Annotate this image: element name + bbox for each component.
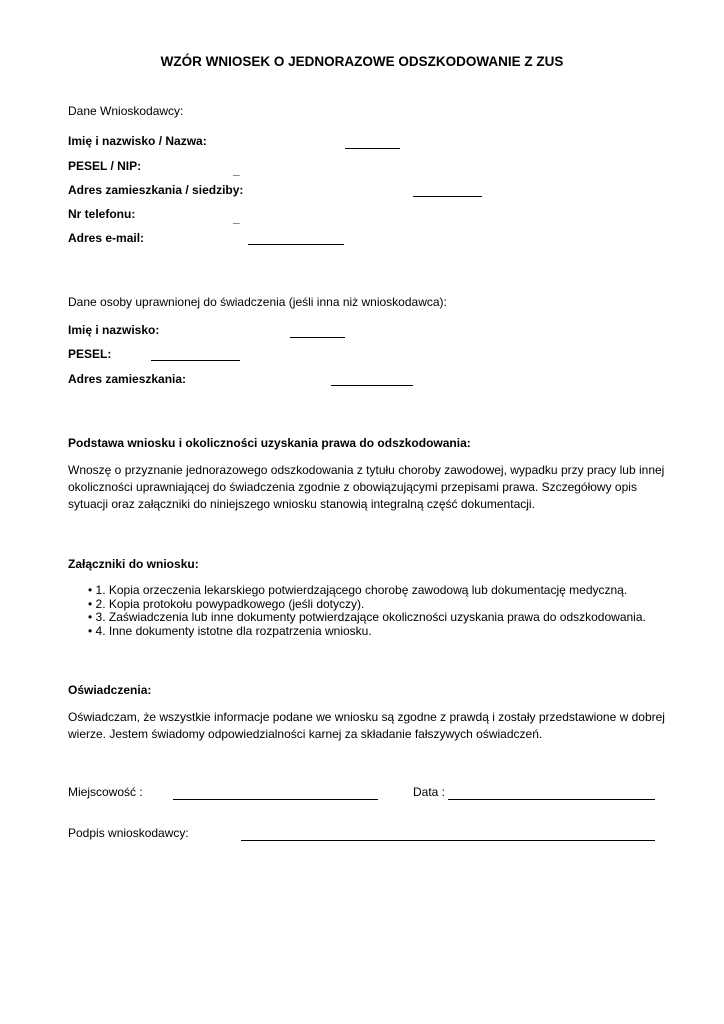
beneficiary-name-field[interactable] — [290, 337, 345, 338]
list-item: • 3. Zaświadczenia lub inne dokumenty potwierdzające okoliczności uzyskania prawa do odszkodowania. — [88, 610, 646, 624]
list-item: • 1. Kopia orzeczenia lekarskiego potwierdzającego chorobę zawodową lub dokumentację medyczną. — [88, 583, 628, 597]
basis-text: Wnoszę o przyznanie jednorazowego odszkodowania z tytułu choroby zawodowej, wypadku przy pracy lub innej okoliczności uprawniającej do świadczenia zgodnie z obowiązującymi przepisami prawa. Szczegółowy opis sytuacji oraz załączniki do niniejszego wniosku stanowią integralną część dokumentacji. — [68, 463, 665, 511]
applicant-heading: Dane Wnioskodawcy: — [68, 104, 184, 118]
beneficiary-address-field[interactable] — [331, 385, 413, 386]
applicant-email-label: Adres e-mail: — [68, 231, 145, 245]
place-label: Miejscowość : — [68, 785, 143, 799]
beneficiary-pesel-label: PESEL: — [68, 347, 112, 361]
beneficiary-pesel-field[interactable] — [151, 360, 240, 361]
signature-label: Podpis wnioskodawcy: — [68, 826, 189, 840]
applicant-address-field[interactable] — [413, 196, 482, 197]
applicant-email-field[interactable] — [248, 244, 344, 245]
declarations-text: Oświadczam, że wszystkie informacje podane we wniosku są zgodne z prawdą i zostały przedstawione w dobrej wierze. Jestem świadomy odpowiedzialności karnej za składanie fałszywych oświadczeń. — [68, 710, 665, 741]
beneficiary-heading: Dane osoby uprawnionej do świadczenia (jeśli inna niż wnioskodawca): — [68, 295, 447, 309]
signature-field[interactable] — [241, 840, 655, 841]
applicant-phone-label: Nr telefonu: — [68, 207, 136, 221]
applicant-name-label: Imię i nazwisko / Nazwa: — [68, 134, 207, 148]
declarations-heading: Oświadczenia: — [68, 683, 152, 697]
beneficiary-name-label: Imię i nazwisko: — [68, 323, 160, 337]
date-field[interactable] — [448, 799, 655, 800]
attachments-heading: Załączniki do wniosku: — [68, 557, 199, 571]
basis-heading: Podstawa wniosku i okoliczności uzyskania prawa do odszkodowania: — [68, 436, 471, 450]
applicant-name-field[interactable] — [345, 148, 400, 149]
list-item: • 2. Kopia protokołu powypadkowego (jeśli dotyczy). — [88, 596, 365, 611]
place-field[interactable] — [173, 799, 378, 800]
applicant-address-label: Adres zamieszkania / siedziby: — [68, 183, 244, 197]
attachments-list — [88, 584, 646, 638]
list-item: • 4. Inne dokumenty istotne dla rozpatrzenia wniosku. — [88, 623, 372, 638]
applicant-pesel-field[interactable]: _ — [233, 163, 240, 177]
document-title: WZÓR WNIOSEK O JEDNORAZOWE ODSZKODOWANIE Z ZUS — [160, 54, 564, 69]
applicant-phone-field[interactable]: _ — [233, 211, 240, 225]
applicant-pesel-label: PESEL / NIP: — [68, 159, 142, 173]
beneficiary-address-label: Adres zamieszkania: — [68, 372, 187, 386]
date-label: Data : — [413, 785, 446, 799]
